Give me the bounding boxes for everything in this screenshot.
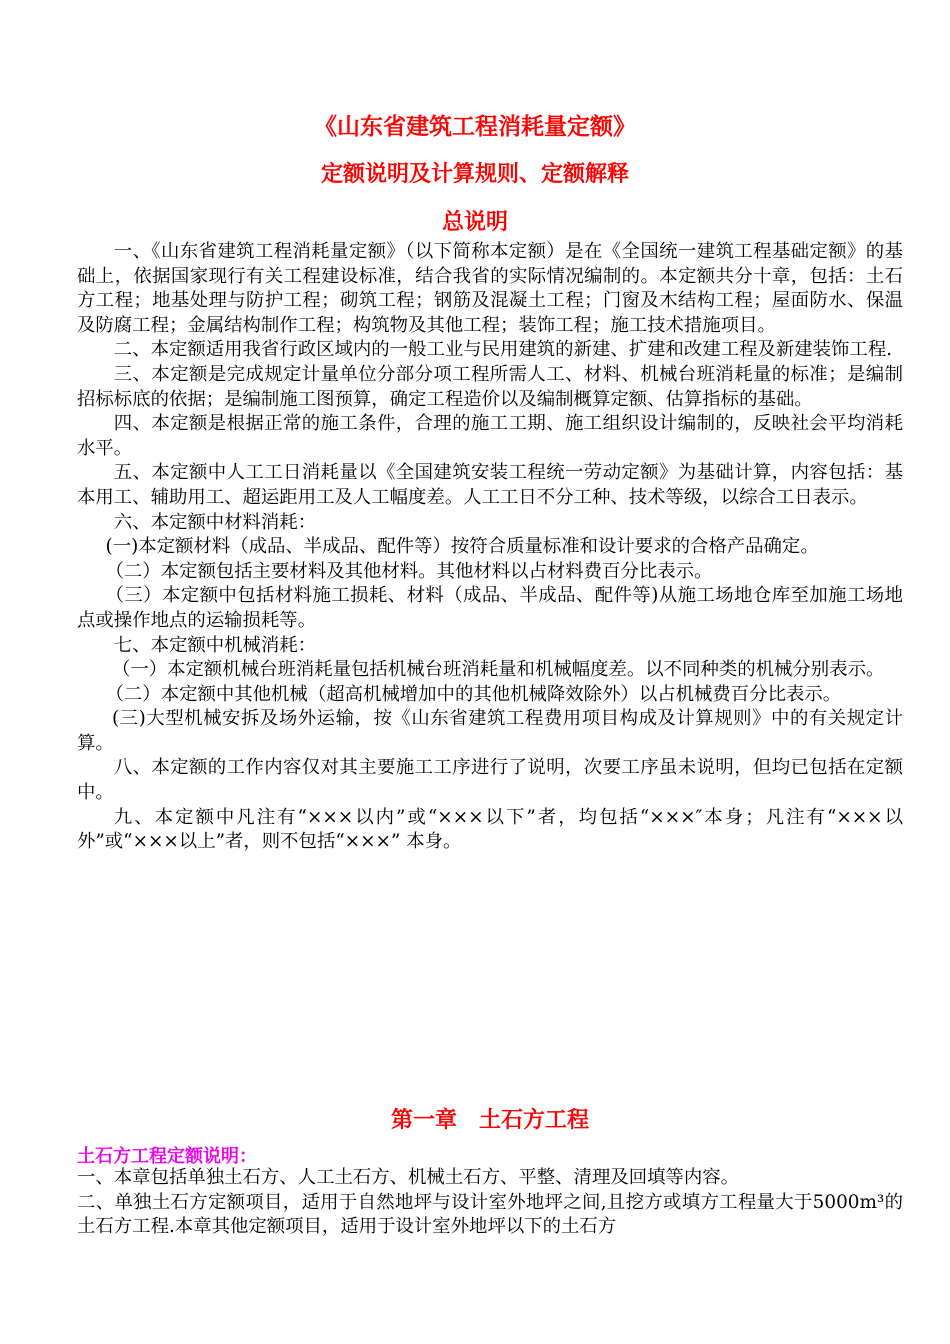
paragraph: 四、本定额是根据正常的施工条件，合理的施工工期、施工组织设计编制的，反映社会平均消耗水平。 xyxy=(77,413,903,459)
paragraph: (三)大型机械安拆及场外运输，按《山东省建筑工程费用项目构成及计算规则》中的有关规定计算。 xyxy=(77,708,903,754)
general-notes-body xyxy=(77,240,903,855)
paragraph: 七、本定额中机械消耗： xyxy=(113,634,317,656)
paragraph: 八、本定额的工作内容仅对其主要施工工序进行了说明，次要工序虽未说明，但均已包括在定额中。 xyxy=(77,757,903,804)
paragraph: 九、本定额中凡注有“×××以内”或“×××以下”者，均包括“×××″本身；凡注有“×××以外”或“×××以上”者，则不包括“×××” 本身。 xyxy=(77,806,903,853)
paragraph: 三、本定额是完成规定计量单位分部分项工程所需人工、材料、机械台班消耗量的标准；是编制招标标底的依据；是编制施工图预算，确定工程造价以及编制概算定额、估算指标的基础。 xyxy=(77,363,903,410)
chapter-body xyxy=(77,1166,903,1240)
document-title: 《山东省建筑工程消耗量定额》 xyxy=(314,114,636,140)
paragraph: 一、《山东省建筑工程消耗量定额》（以下简称本定额）是在《全国统一建筑工程基础定额》的基础上，依据国家现行有关工程建设标准，结合我省的实际情况编制的。本定额共分十章，包括：土石方工程；地基处理与防护工程；砌筑工程；钢筋及混凝土工程；门窗及木结构工程；屋面防水、保温及防腐工程；金属结构制作工程；构筑物及其他工程；装饰工程；施工技术措施项目。 xyxy=(77,241,903,336)
chapter-title: 第一章 土石方工程 xyxy=(390,1108,589,1133)
chapter-section-heading: 土石方工程定额说明： xyxy=(77,1146,257,1167)
paragraph: （一）本定额机械台班消耗量包括机械台班消耗量和机械幅度差。以不同种类的机械分别表示。 xyxy=(111,659,885,681)
paragraph: （二）本定额中其他机械（超高机械增加中的其他机械降效除外）以占机械费百分比表示。 xyxy=(105,683,842,705)
paragraph: 五、本定额中人工工日消耗量以《全国建筑安装工程统一劳动定额》为基础计算，内容包括：基本用工、辅助用工、超运距用工及人工幅度差。人工工日不分工种、技术等级，以综合工日表示。 xyxy=(77,462,903,508)
section-heading: 总说明 xyxy=(441,210,508,235)
paragraph: 二、本定额适用我省行政区域内的一般工业与民用建筑的新建、扩建和改建工程及新建装饰工程. xyxy=(113,339,893,361)
paragraph: 二、单独土石方定额项目，适用于自然地坪与设计室外地坪之间,且挖方或填方工程量大于5000m³的土石方工程.本章其他定额项目，适用于设计室外地坪以下的土石方 xyxy=(77,1191,903,1238)
paragraph: 一、本章包括单独土石方、人工土石方、机械土石方、平整、清理及回填等内容。 xyxy=(77,1167,740,1188)
paragraph: （三）本定额中包括材料施工损耗、材料（成品、半成品、配件等)从施工场地仓库至加施工场地点或操作地点的运输损耗等。 xyxy=(77,585,903,631)
paragraph: （二）本定额包括主要材料及其他材料。其他材料以占材料费百分比表示。 xyxy=(105,560,713,582)
paragraph: 六、本定额中材料消耗： xyxy=(113,511,317,533)
document-subtitle: 定额说明及计算规则、定额解释 xyxy=(320,162,629,187)
paragraph: (一)本定额材料（成品、半成品、配件等）按符合质量标准和设计要求的合格产品确定。 xyxy=(105,536,819,558)
